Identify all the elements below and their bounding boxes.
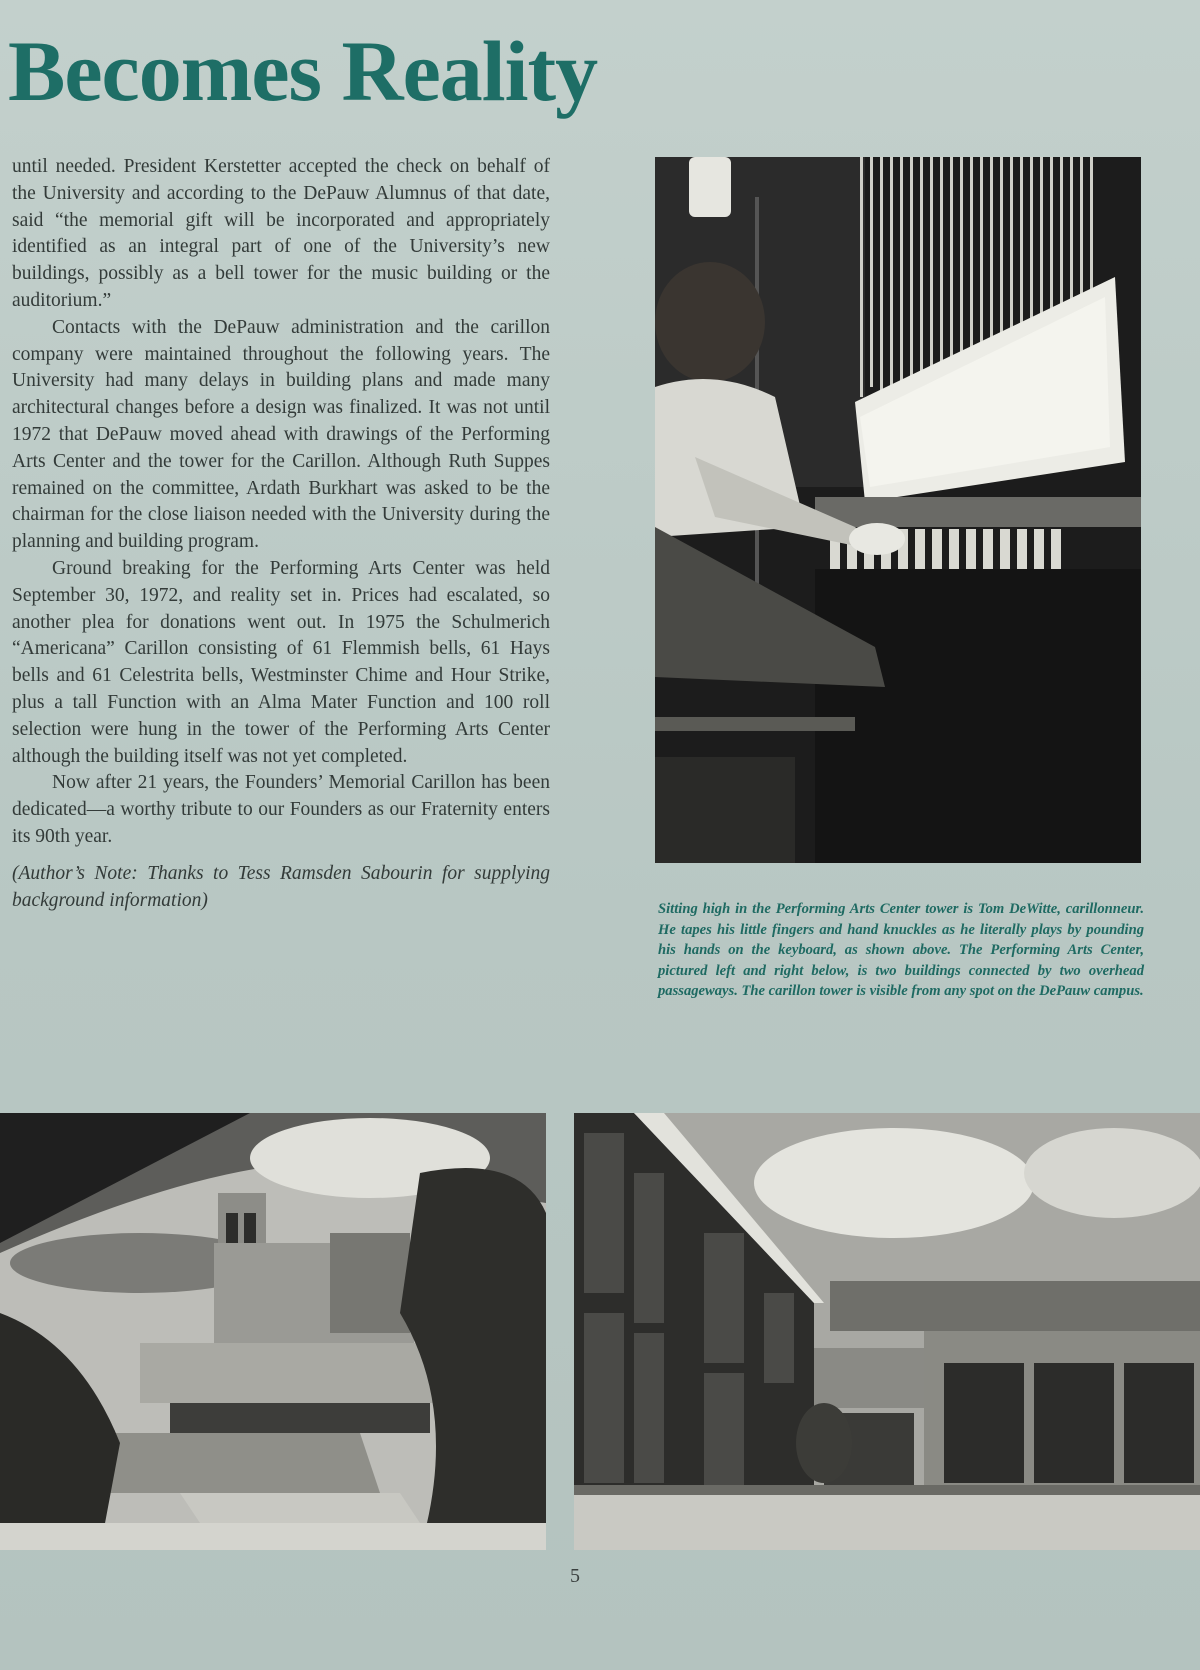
authors-note: (Author’s Note: Thanks to Tess Ramsden Sabourin for supplying background information): [12, 862, 550, 911]
photo-caption: Sitting high in the Performing Arts Center tower is Tom DeWitte, carillonneur. He tapes his little fingers and hand knuckles as he literally plays by pounding his hands on the keyboard, as shown above. The Performing Arts Center, pictured left and right below, is two buildings connected by two overhead passageways. The carillon tower is visible from any spot on the DePauw campus.: [658, 901, 1144, 999]
arts-center-facade-illustration: [574, 1113, 1200, 1550]
page-number: 5: [570, 1565, 580, 1587]
arts-center-tower-illustration: [0, 1113, 546, 1550]
carillonneur-illustration: [655, 157, 1141, 863]
paragraph-3: Ground breaking for the Performing Arts Center was held September 30, 1972, and reality set in. Prices had escalated, so another plea for donations went out. In 1975 the Schulmerich “Americana” Carillon consisting of 61 Flemmish bells, 61 Hays bells and 61 Celestrita bells, Westminster Chime and Hour Strike, plus a tall Function with an Alma Mater Function and 100 roll selection were hung in the tower of the Performing Arts Center although the building itself was not yet completed.: [12, 557, 550, 767]
paragraph-2: Contacts with the DePauw administration and the carillon company were maintained throughout the following years. The University had many delays in building plans and made many architectural changes before a design was finalized. It was not until 1972 that DePauw moved ahead with drawings of the Performing Arts Center and the tower for the Carillon. Although Ruth Suppes remained on the committee, Ardath Burkhart was asked to be the chairman for the close liaison needed with the University during the planning and building program.: [12, 316, 550, 553]
paragraph-4: Now after 21 years, the Founders’ Memorial Carillon has been dedicated—a worthy tribute to our Founders as our Fraternity enters its 90th year.: [12, 772, 550, 847]
article-body: [12, 154, 550, 914]
arts-center-tower-photo: [0, 1113, 546, 1550]
headline: Becomes Reality: [8, 23, 598, 119]
arts-center-facade-photo: [574, 1113, 1200, 1550]
paragraph-1: until needed. President Kerstetter accepted the check on behalf of the University and according to the DePauw Alumnus of that date, said “the memorial gift will be incorporated and appropriately identified as an integral part of one of the University’s new buildings, possibly as a bell tower for the music building or the auditorium.”: [12, 156, 550, 311]
carillonneur-photo: [655, 157, 1141, 863]
